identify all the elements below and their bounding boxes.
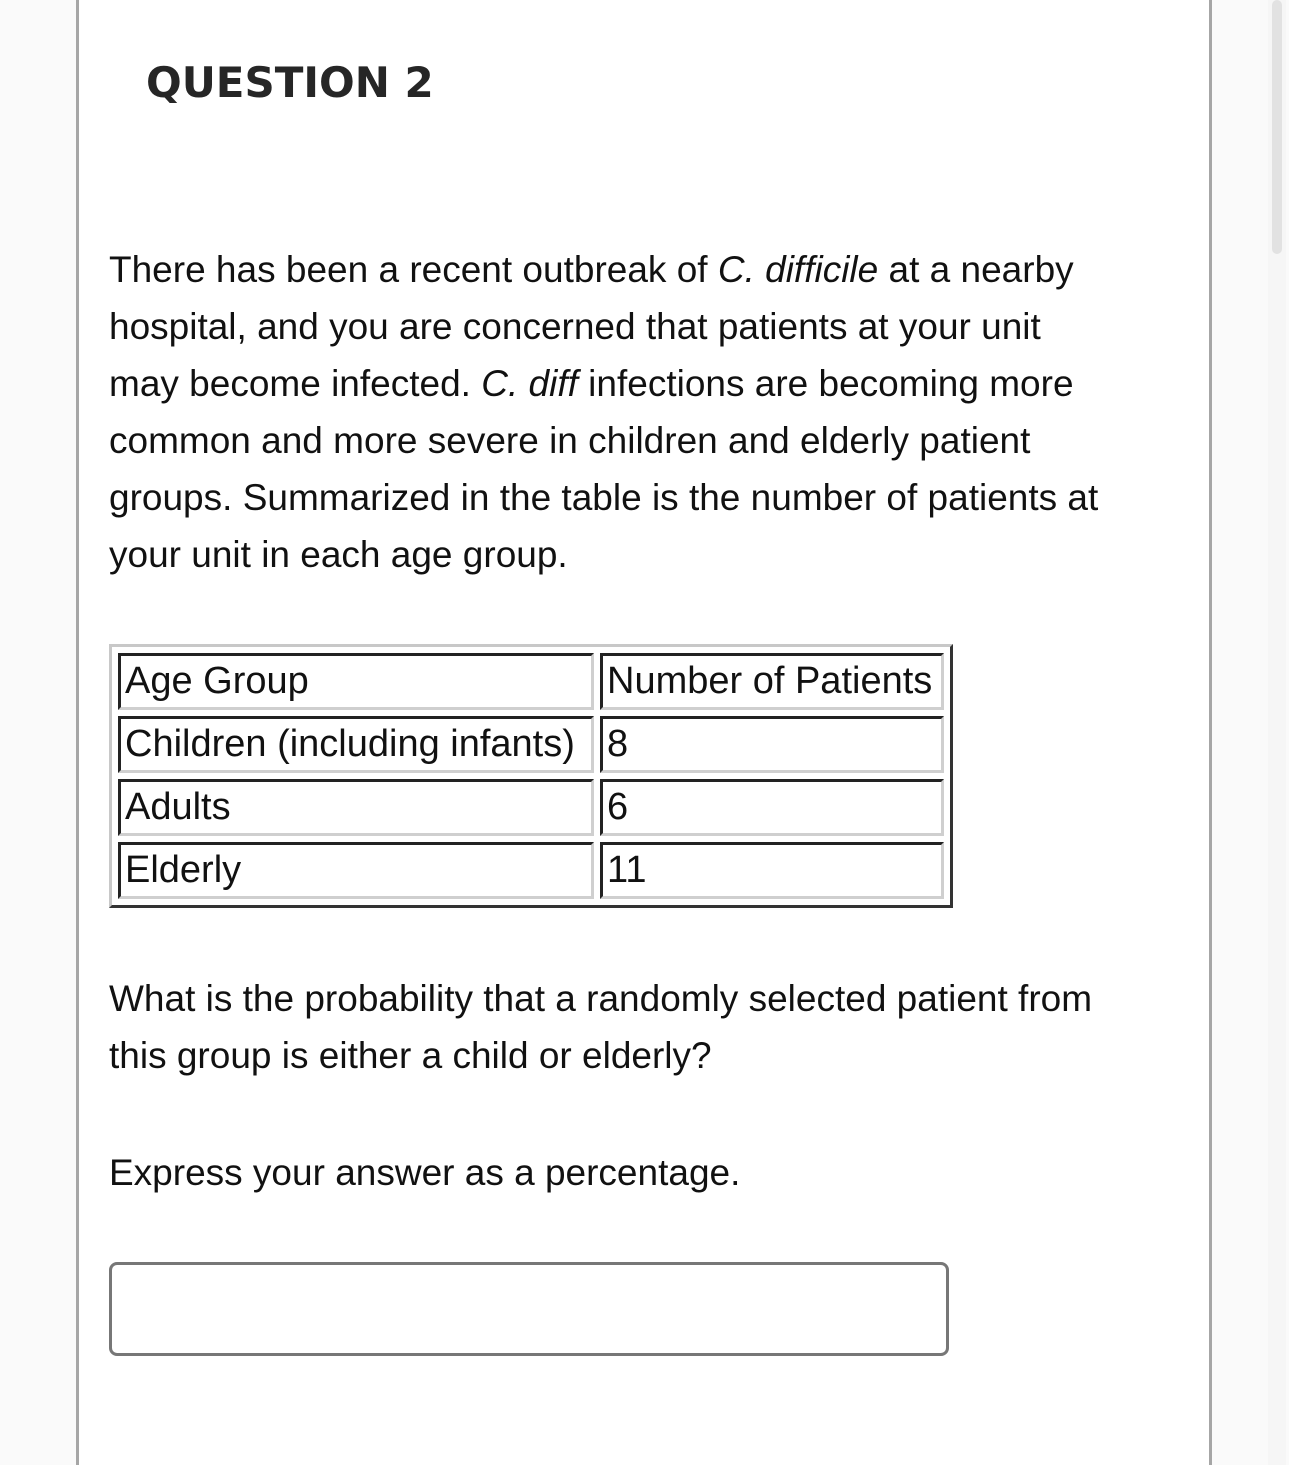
scrollbar-thumb[interactable] [1272, 0, 1282, 254]
answer-input[interactable] [109, 1262, 949, 1356]
table-row [118, 716, 944, 773]
prompt-italic-1: C. difficile [717, 249, 879, 290]
cell-patient-count: 6 [600, 779, 944, 836]
question-prompt [109, 241, 1119, 583]
cell-age-group: Adults [118, 779, 594, 836]
answer-instruction: Express your answer as a percentage. [109, 1152, 741, 1193]
prompt-text-2: at a nearby hospital, and you are concerned that patients at your unit may become infected. [109, 249, 1074, 404]
prompt-text-3: infections are becoming more common and more severe in children and elderly patient groups. Summarized in the table is the number of patients at your unit in each age group. [109, 363, 1099, 575]
header-age-group: Age Group [118, 653, 594, 710]
prompt-italic-2: C. diff [481, 363, 578, 404]
patients-table [109, 644, 953, 908]
table-row [118, 779, 944, 836]
header-number-of-patients: Number of Patients [600, 653, 944, 710]
cell-age-group: Elderly [118, 842, 594, 899]
table-header-row [118, 653, 944, 710]
prompt-text-1: There has been a recent outbreak of [109, 249, 718, 290]
question-title: QUESTION 2 [146, 58, 434, 107]
cell-patient-count: 8 [600, 716, 944, 773]
question-text: What is the probability that a randomly selected patient from this group is either a child or elderly? [109, 978, 1093, 1076]
cell-age-group: Children (including infants) [118, 716, 594, 773]
table-row [118, 842, 944, 899]
cell-patient-count: 11 [600, 842, 944, 899]
